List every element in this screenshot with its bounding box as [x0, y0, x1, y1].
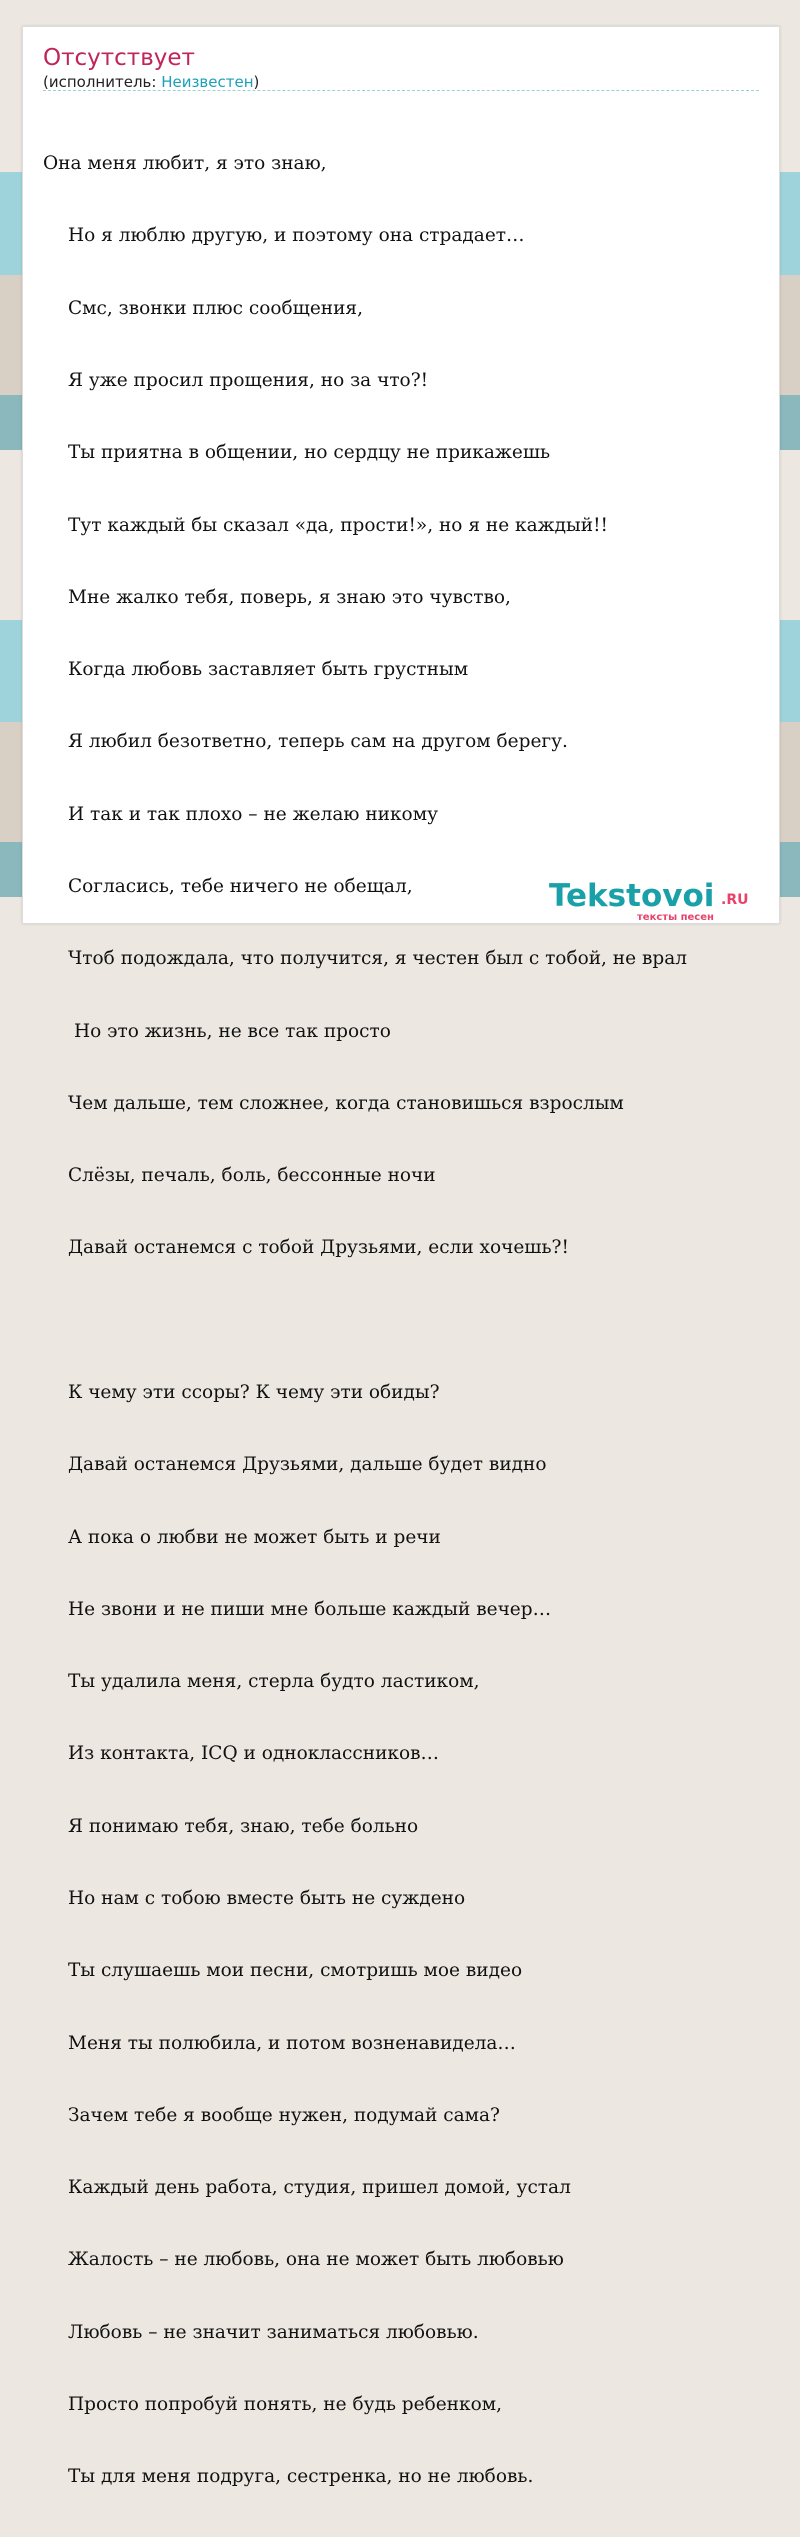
- lyric-line: Я понимаю тебя, знаю, тебе больно: [68, 1815, 419, 1837]
- artist-prefix: (исполнитель:: [43, 73, 162, 91]
- lyric-line: Ты приятна в общении, но сердцу не прикажешь: [68, 442, 551, 464]
- lyric-line: Каждый день работа, студия, пришел домой, устал: [68, 2177, 571, 2199]
- lyric-line: А пока о любви не может быть и речи: [68, 1526, 441, 1548]
- lyric-line: Я уже просил прощения, но за что?!: [68, 370, 429, 392]
- lyric-line: Мне жалко тебя, поверь, я знаю это чувство,: [68, 586, 511, 608]
- lyric-line: Из контакта, ICQ и одноклассников…: [68, 1743, 440, 1765]
- logo-tagline: тексты песен: [637, 912, 714, 923]
- logo-domain: .RU: [721, 892, 749, 908]
- song-title: Отсутствует: [43, 45, 195, 71]
- lyric-line: Ты слушаешь мои песни, смотришь мое видео: [68, 1960, 523, 1982]
- title-divider: [43, 90, 759, 91]
- lyric-line: Ты удалила меня, стерла будто ластиком,: [68, 1671, 480, 1693]
- lyric-line: Жалость – не любовь, она не может быть любовью: [68, 2249, 564, 2271]
- lyric-line: Просто попробуй понять, не будь ребенком,: [68, 2393, 502, 2415]
- logo-name: Tekstovoi: [549, 878, 715, 914]
- lyric-line: Смс, звонки плюс сообщения,: [68, 297, 363, 319]
- lyric-line: Ты для меня подруга, сестренка, но не любовь.: [68, 2466, 534, 2488]
- lyric-line: Давай останемся с тобой Друзьями, если хочешь?!: [68, 1237, 569, 1259]
- artist-line: [43, 73, 259, 91]
- lyric-line: Чем дальше, тем сложнее, когда становишься взрослым: [68, 1092, 624, 1114]
- lyric-line: Тут каждый бы сказал «да, прости!», но я не каждый!!: [68, 514, 608, 536]
- artist-suffix: ): [253, 73, 260, 91]
- artist-link[interactable]: Неизвестен: [161, 73, 254, 91]
- lyric-blank-line: [43, 1309, 759, 1333]
- lyric-line: Меня ты полюбила, и потом возненавидела…: [68, 2032, 516, 2054]
- lyric-line: Давай останемся Друзьями, дальше будет видно: [68, 1454, 547, 1476]
- lyric-line: Слёзы, печаль, боль, бессонные ночи: [68, 1165, 436, 1187]
- lyrics-text: [43, 104, 759, 2537]
- lyric-line: Зачем тебе я вообще нужен, подумай сама?: [68, 2104, 500, 2126]
- lyric-line: К чему эти ссоры? К чему эти обиды?: [68, 1381, 440, 1403]
- lyric-line: Когда любовь заставляет быть грустным: [68, 659, 469, 681]
- lyric-line: Согласись, тебе ничего не обещал,: [68, 876, 413, 897]
- lyric-line: Чтоб подождала, что получится, я честен был с тобой, не врал: [68, 948, 688, 970]
- lyric-line: Она меня любит, я это знаю,: [43, 153, 327, 175]
- lyric-line: Я любил безответно, теперь сам на другом берегу.: [68, 731, 568, 753]
- site-logo[interactable]: [549, 878, 759, 923]
- lyric-line: Но я люблю другую, и поэтому она страдает…: [68, 225, 525, 247]
- lyric-line: Но нам с тобою вместе быть не суждено: [68, 1887, 466, 1909]
- lyric-line: Любовь – не значит заниматься любовью.: [68, 2321, 479, 2343]
- lyric-line: Не звони и не пиши мне больше каждый вечер…: [68, 1598, 552, 1620]
- lyrics-card: [22, 26, 780, 2488]
- lyric-line: И так и так плохо – не желаю никому: [68, 803, 438, 825]
- lyric-line: Но это жизнь, не все так просто: [74, 1020, 391, 1042]
